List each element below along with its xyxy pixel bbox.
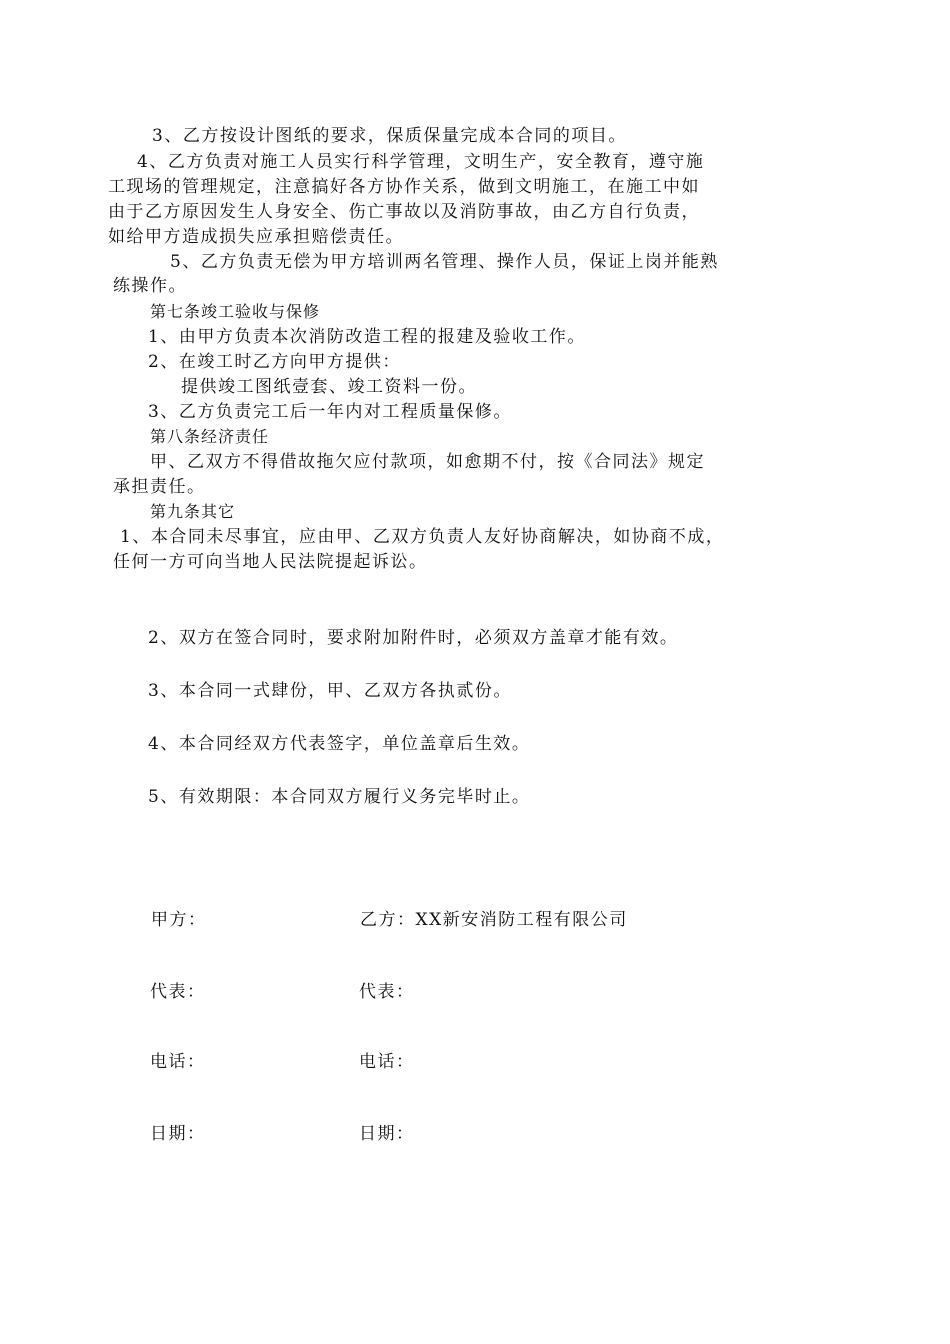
- clause-9-item-4: 4、本合同经双方代表签字，单位盖章后生效。: [148, 734, 531, 754]
- clause-6-item-4-line-1: 4、乙方负责对施工人员实行科学管理，文明生产，安全教育，遵守施: [137, 152, 705, 172]
- clause-7-item-2: 2、在竣工时乙方向甲方提供：: [148, 352, 401, 372]
- clause-9-item-5: 5、有效期限：本合同双方履行义务完毕时止。: [148, 787, 531, 807]
- clause-7-item-2-sub: 提供竣工图纸壹套、竣工资料一份。: [181, 377, 477, 397]
- clause-7-item-3: 3、乙方负责完工后一年内对工程质量保修。: [148, 402, 512, 422]
- article-8-title: 第八条经济责任: [150, 427, 270, 446]
- article-7-title: 第七条竣工验收与保修: [150, 302, 321, 321]
- party-a-representative: 代表：: [150, 982, 206, 1002]
- party-a-phone: 电话：: [150, 1052, 206, 1072]
- clause-6-item-4-line-4: 如给甲方造成损失应承担赔偿责任。: [108, 227, 404, 247]
- clause-6-item-3: 3、乙方按设计图纸的要求，保质保量完成本合同的项目。: [152, 126, 627, 146]
- clause-8-body-line-2: 承担责任。: [113, 477, 206, 497]
- clause-6-item-5-line-1: 5、乙方负责无偿为甲方培训两名管理、操作人员，保证上岗并能熟: [170, 252, 719, 272]
- party-b-phone: 电话：: [359, 1052, 415, 1072]
- clause-9-item-2: 2、双方在签合同时，要求附加附件时，必须双方盖章才能有效。: [148, 628, 679, 648]
- party-a-label: 甲方：: [151, 910, 207, 930]
- clause-9-item-1-line-1: 1、本合同未尽事宜，应由甲、乙双方负责人友好协商解决，如协商不成，: [120, 527, 725, 547]
- party-b-representative: 代表：: [359, 982, 415, 1002]
- clause-7-item-1: 1、由甲方负责本次消防改造工程的报建及验收工作。: [148, 327, 586, 347]
- clause-6-item-5-line-2: 练操作。: [113, 276, 187, 296]
- clause-6-item-4-line-3: 由于乙方原因发生人身安全、伤亡事故以及消防事故，由乙方自行负责，: [108, 202, 700, 222]
- clause-9-item-3: 3、本合同一式肆份，甲、乙双方各执贰份。: [148, 681, 512, 701]
- clause-8-body-line-1: 甲、乙双方不得借故拖欠应付款项，如愈期不付，按《合同法》规定: [150, 452, 705, 472]
- clause-6-item-4-line-2: 工现场的管理规定，注意搞好各方协作关系，做到文明施工，在施工中如: [108, 177, 700, 197]
- party-a-date: 日期：: [150, 1124, 206, 1144]
- article-9-title: 第九条其它: [150, 502, 236, 521]
- party-b-date: 日期：: [359, 1124, 415, 1144]
- clause-9-item-1-line-2: 任何一方可向当地人民法院提起诉讼。: [113, 552, 428, 572]
- party-b-label: 乙方：XX新安消防工程有限公司: [360, 910, 628, 930]
